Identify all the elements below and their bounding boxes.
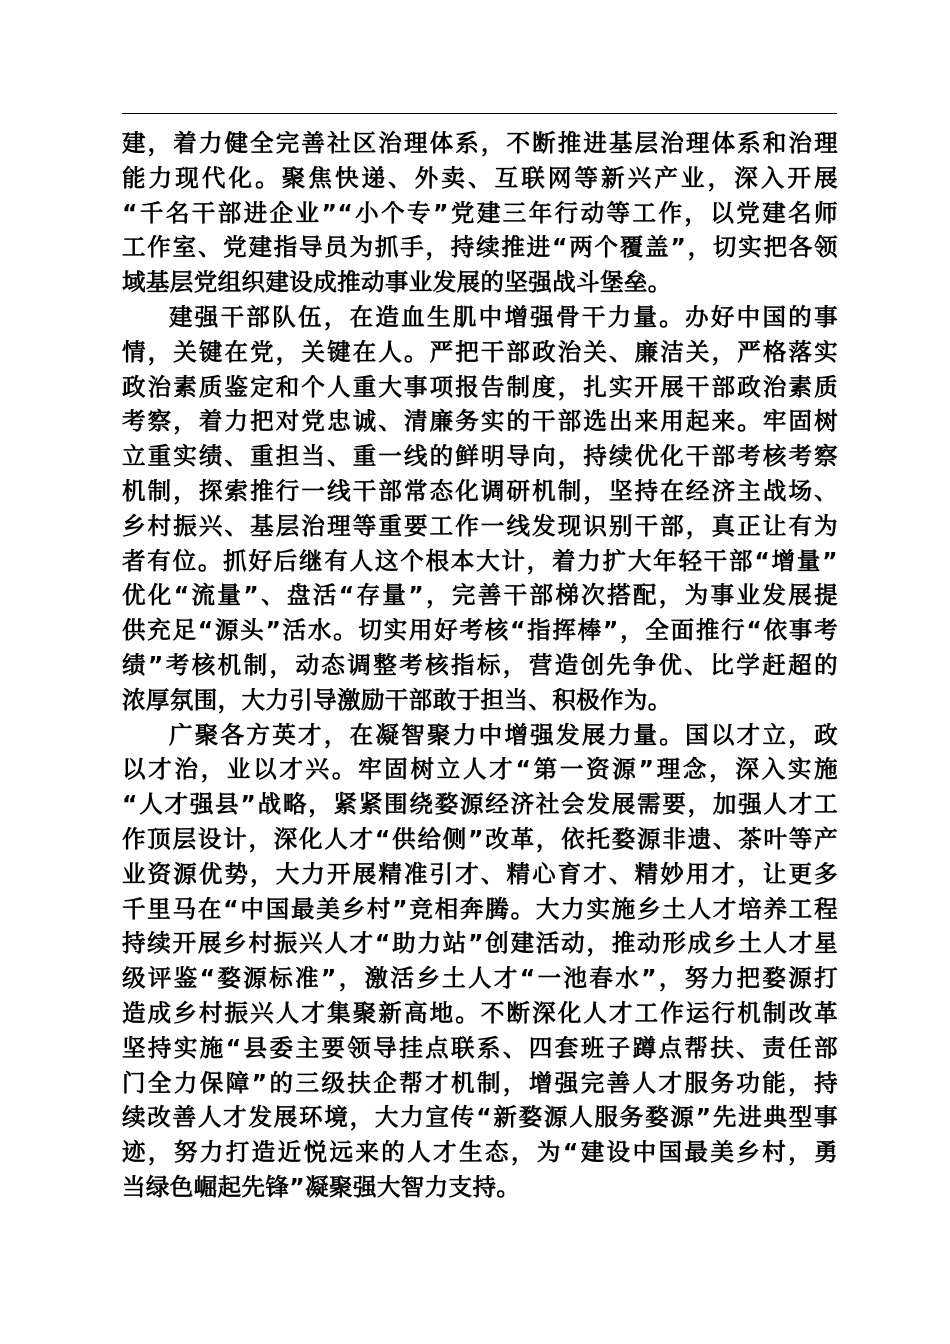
text-line: 业资源优势，大力开展精准引才、精心育才、精妙用才，让更多 [122, 859, 838, 888]
text-line: 情，关键在党，关键在人。严把干部政治关、廉洁关，严格落实 [122, 337, 838, 366]
text-line: 域基层党组织建设成推动事业发展的坚强战斗堡垒。 [122, 268, 672, 297]
text-line: 级评鉴“婺源标准”，激活乡土人才“一池春水”，努力把婺源打 [122, 964, 838, 993]
text-line: 以才治，业以才兴。牢固树立人才“第一资源”理念，深入实施 [122, 755, 838, 784]
text-line: 广聚各方英才，在凝智聚力中增强发展力量。国以才立，政 [169, 720, 838, 749]
text-line: 浓厚氛围，大力引导激励干部敢于担当、积极作为。 [122, 685, 672, 714]
paragraph-p2 [122, 300, 838, 718]
text-line: 造成乡村振兴人才集聚新高地。不断深化人才工作运行机制改革 [122, 998, 838, 1027]
text-line: 千里马在“中国最美乡村”竞相奔腾。大力实施乡土人才培养工程 [122, 894, 838, 923]
text-line: 者有位。抓好后继有人这个根本大计，着力扩大年轻干部“增量” [122, 546, 838, 575]
text-line: 建，着力健全完善社区治理体系，不断推进基层治理体系和治理 [122, 129, 838, 157]
text-line: 供充足“源头”活水。切实用好考核“指挥棒”，全面推行“依事考 [122, 616, 838, 645]
text-line: 绩”考核机制，动态调整考核指标，营造创先争优、比学赶超的 [122, 650, 838, 679]
paragraph-p3 [122, 718, 838, 1205]
text-line: 立重实绩、重担当、重一线的鲜明导向，持续优化干部考核考察 [122, 442, 838, 471]
text-line: 门全力保障”的三级扶企帮才机制，增强完善人才服务功能，持 [122, 1068, 838, 1097]
text-line: 考察，着力把对党忠诚、清廉务实的干部选出来用起来。牢固树 [122, 407, 838, 436]
text-line: 乡村振兴、基层治理等重要工作一线发现识别干部，真正让有为 [122, 511, 838, 540]
text-line: 当绿色崛起先锋”凝聚强大智力支持。 [122, 1172, 521, 1201]
text-line: 续改善人才发展环境，大力宣传“新婺源人服务婺源”先进典型事 [122, 1103, 838, 1132]
text-line: 能力现代化。聚焦快递、外卖、互联网等新兴产业，深入开展 [122, 163, 838, 192]
text-line: 迹，努力打造近悦远来的人才生态，为“建设中国最美乡村，勇 [122, 1138, 838, 1167]
text-line: 持续开展乡村振兴人才“助力站”创建活动，推动形成乡土人才星 [122, 929, 838, 958]
text-line: 坚持实施“县委主要领导挂点联系、四套班子蹲点帮扶、责任部 [122, 1033, 838, 1062]
text-line: 政治素质鉴定和个人重大事项报告制度，扎实开展干部政治素质 [122, 372, 838, 401]
header-rule [122, 113, 837, 114]
text-line: 建强干部队伍，在造血生肌中增强骨干力量。办好中国的事 [169, 302, 838, 331]
text-line: “千名干部进企业”“小个专”党建三年行动等工作，以党建名师 [122, 198, 838, 227]
paragraph-p1 [122, 126, 838, 300]
text-line: 优化“流量”、盘活“存量”，完善干部梯次搭配，为事业发展提 [122, 581, 838, 610]
document-body [122, 126, 838, 1205]
text-line: “人才强县”战略，紧紧围绕婺源经济社会发展需要，加强人才工 [122, 790, 838, 819]
text-line: 工作室、党建指导员为抓手，持续推进“两个覆盖”，切实把各领 [122, 233, 838, 262]
text-line: 作顶层设计，深化人才“供给侧”改革，依托婺源非遗、茶叶等产 [122, 824, 838, 853]
text-line: 机制，探索推行一线干部常态化调研机制，坚持在经济主战场、 [122, 476, 838, 505]
